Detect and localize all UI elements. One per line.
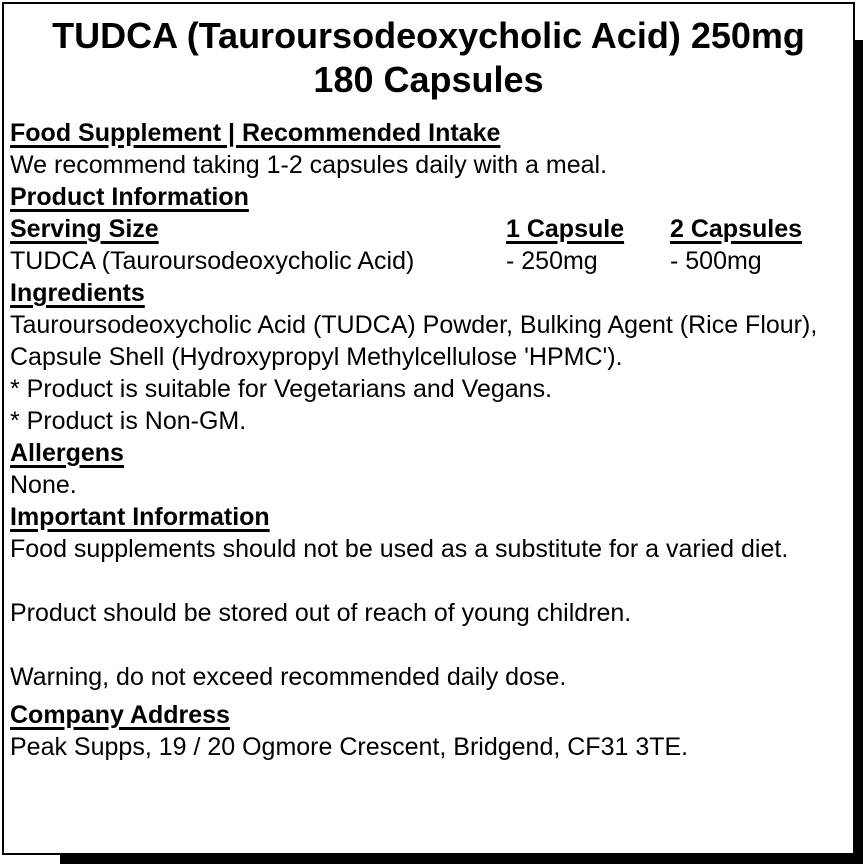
ingredient-name-cell: TUDCA (Tauroursodeoxycholic Acid) — [10, 247, 415, 275]
serving-table-header-row — [10, 213, 847, 245]
company-address-text: Peak Supps, 19 / 20 Ogmore Crescent, Bridgend, CF31 3TE. — [10, 733, 689, 761]
spacer — [10, 565, 847, 597]
spacer — [10, 629, 847, 661]
heading-company-address: Company Address — [10, 701, 230, 729]
important-info-young-children: Product should be stored out of reach of young children. — [10, 599, 632, 627]
two-capsules-amount-cell: - 500mg — [670, 247, 762, 275]
serving-size-column-header: Serving Size — [10, 215, 159, 243]
heading-important-information: Important Information — [10, 503, 270, 531]
serving-table — [10, 213, 847, 277]
product-title — [10, 14, 847, 102]
two-capsules-column-header: 2 Capsules — [670, 215, 803, 243]
one-capsule-column-header: 1 Capsule — [506, 215, 625, 243]
allergens-text: None. — [10, 471, 77, 499]
important-info-varied-diet: Food supplements should not be used as a substitute for a varied diet. — [10, 535, 789, 563]
ingredients-text: Tauroursodeoxycholic Acid (TUDCA) Powder, Bulking Agent (Rice Flour), Capsule Shell (Hydroxypropyl Methylcellulose 'HPMC'). — [10, 311, 818, 371]
recommended-intake-text: We recommend taking 1-2 capsules daily with a meal. — [10, 151, 608, 179]
product-title-line1: TUDCA (Tauroursodeoxycholic Acid) 250mg — [52, 15, 805, 56]
label-content — [10, 117, 847, 763]
ingredients-note-non-gm: * Product is Non-GM. — [10, 407, 247, 435]
heading-allergens: Allergens — [10, 439, 124, 467]
heading-product-information: Product Information — [10, 183, 249, 211]
serving-table-row — [10, 245, 847, 277]
one-capsule-amount-cell: - 250mg — [506, 247, 598, 275]
product-title-line2: 180 Capsules — [313, 59, 544, 100]
ingredients-note-vegetarian: * Product is suitable for Vegetarians and Vegans. — [10, 375, 553, 403]
supplement-label — [2, 2, 855, 855]
heading-food-supplement-recommended-intake: Food Supplement | Recommended Intake — [10, 119, 501, 147]
heading-ingredients: Ingredients — [10, 279, 145, 307]
important-info-warning-dose: Warning, do not exceed recommended daily dose. — [10, 663, 567, 691]
